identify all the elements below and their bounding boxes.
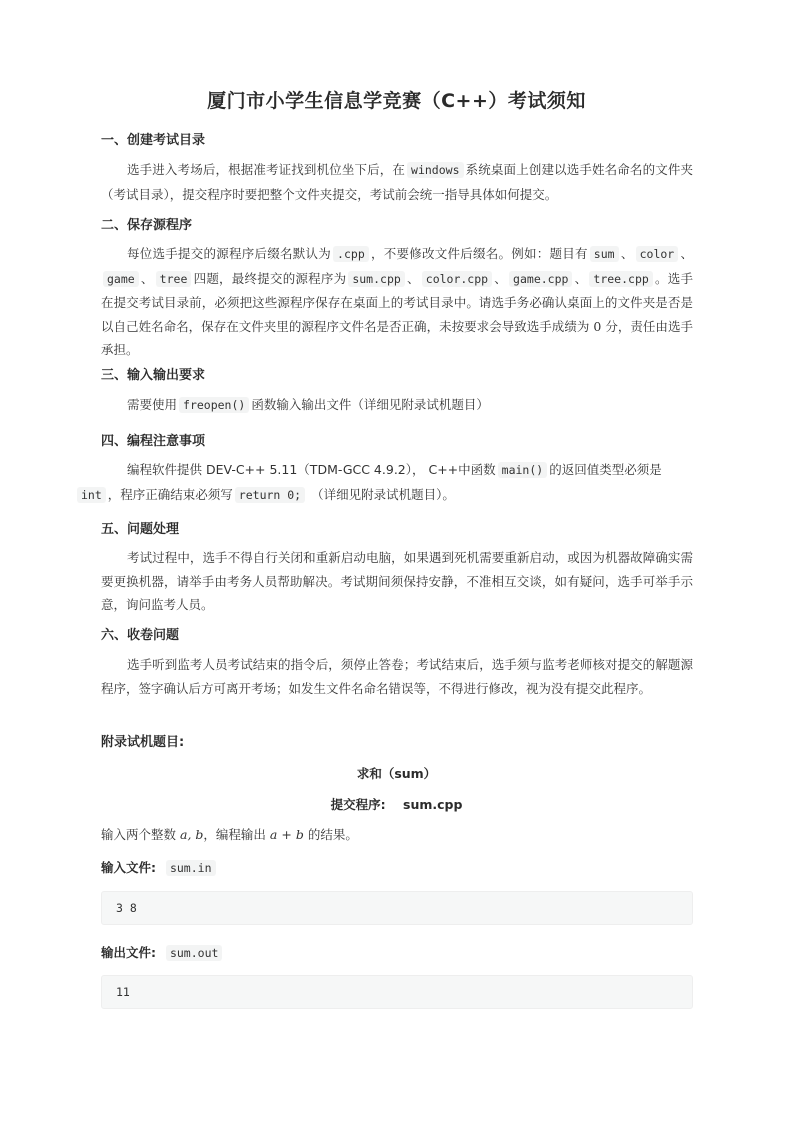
text: 、 — [680, 246, 693, 261]
text: 需要使用 — [127, 397, 178, 412]
text: 分，责任由选手承担。 — [101, 318, 693, 357]
problem-title: 求和（sum） — [356, 766, 437, 781]
inline-code: tree — [156, 271, 192, 287]
submit-label: 提交程序: — [330, 797, 386, 812]
text: 。选手在提交考试目录前，必须把这些源程序保存在桌面上的考试目录中。请选手务必确认桌面上的文件夹是否是以自己姓名命名，保存在文件夹里的源程序文件名是否正确，未按要求会导致选手成绩为 — [101, 270, 693, 334]
text: （详细见附录试机题目）。 — [311, 486, 455, 502]
section-body-programming — [81, 458, 693, 507]
text: 、 — [574, 270, 588, 286]
input-file-code: sum.in — [166, 860, 216, 876]
appendix-heading: 附录试机题目: — [101, 735, 185, 750]
section-heading-create-dir: 一、创建考试目录 — [101, 133, 206, 148]
inline-code: main() — [498, 462, 548, 478]
section-body-save-source — [101, 242, 693, 362]
section-heading-programming: 四、编程注意事项 — [101, 434, 206, 449]
math-zero: 0 — [593, 318, 602, 334]
math-a: a — [269, 827, 278, 842]
input-file-line — [101, 858, 218, 876]
output-file-line — [101, 943, 224, 961]
section-body-collection: 选手听到监考人员考试结束的指令后，须停止答卷；考试结束后，选手须与监考老师核对提交的解题源程序，签字确认后方可离开考场；如发生文件名命名错误等，不得进行修改，视为没有提交此程序。 — [101, 657, 693, 696]
inline-code: game — [103, 271, 139, 287]
text: 、 — [620, 246, 634, 261]
text: 选手进入考场后，根据准考证找到机位坐下后，在 — [127, 162, 406, 177]
inline-code: game.cpp — [509, 271, 572, 287]
section-heading-save-source: 二、保存源程序 — [101, 218, 193, 233]
inline-code: sum.cpp — [348, 271, 404, 287]
math-b: b — [295, 827, 304, 842]
text: 输入两个整数 — [101, 827, 177, 842]
inline-code: return 0; — [235, 487, 305, 503]
problem-description — [101, 825, 358, 843]
text: ，程序正确结束必须写 — [107, 486, 233, 502]
section-body-create-dir — [101, 158, 693, 206]
text: 函数输入输出文件（详细见附录试机题目） — [251, 397, 489, 412]
math-plus: + — [281, 827, 292, 842]
math-ab: a, b — [180, 827, 204, 842]
inline-code: int — [77, 487, 106, 503]
submit-file: sum.cpp — [403, 797, 463, 812]
inline-code: .cpp — [333, 246, 369, 262]
output-sample-box: 11 — [101, 975, 693, 1009]
section-body-io — [101, 393, 693, 418]
input-label: 输入文件: — [101, 860, 156, 875]
section-heading-problems: 五、问题处理 — [101, 522, 180, 537]
page-title: 厦门市小学生信息学竞赛（C++）考试须知 — [207, 90, 586, 112]
text: 、 — [140, 270, 154, 286]
inline-code: windows — [407, 162, 463, 178]
inline-code: sum — [590, 246, 619, 262]
inline-code: tree.cpp — [589, 271, 652, 287]
text: 系统桌面上创建以选手姓名命名的文件夹（考试目录），提交程序时要把整个文件夹提交，考试前会统一指导具体如何提交。 — [101, 162, 693, 202]
text: 、 — [494, 270, 508, 286]
inline-code: color.cpp — [422, 271, 492, 287]
output-label: 输出文件: — [101, 945, 156, 960]
output-file-code: sum.out — [166, 945, 222, 961]
inline-code: freopen() — [179, 397, 249, 413]
section-heading-collection: 六、收卷问题 — [101, 628, 180, 643]
submit-line — [0, 795, 793, 813]
text: 、 — [406, 270, 420, 286]
text: 每位选手提交的源程序后缀名默认为 — [127, 246, 332, 261]
text: ，编程输出 — [203, 827, 266, 842]
input-sample-box: 3 8 — [101, 891, 693, 925]
section-heading-io: 三、输入输出要求 — [101, 368, 206, 383]
text: 编程软件提供 DEV-C++ 5.11（TDM-GCC 4.9.2）， C++中函数 — [127, 462, 496, 477]
text: 的返回值类型必须是 — [549, 462, 662, 477]
text: ，不要修改文件后缀名。例如：题目有 — [370, 246, 588, 261]
text: 四题，最终提交的源程序为 — [193, 270, 347, 286]
text: 的结果。 — [307, 827, 358, 842]
section-body-problems: 考试过程中，选手不得自行关闭和重新启动电脑，如果遇到死机需要重新启动，或因为机器故障确实需要更换机器，请举手由考务人员帮助解决。考试期间须保持安静，不准相互交谈，如有疑问，选手可举手示意，询问监考人员。 — [101, 550, 693, 612]
inline-code: color — [636, 246, 679, 262]
